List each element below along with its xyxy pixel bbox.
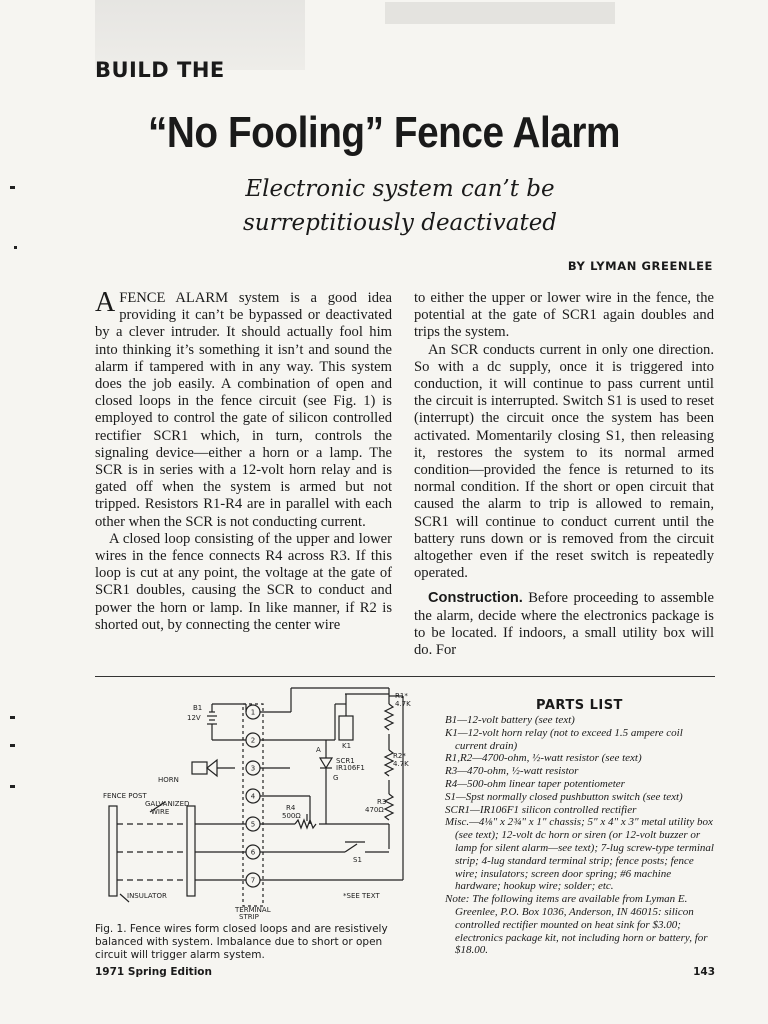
terminal-5: 5 xyxy=(250,820,256,829)
parts-list-item: S1—Spst normally closed pushbutton switch (see text) xyxy=(445,790,683,803)
page-number: 143 xyxy=(693,966,715,978)
schematic-label-b1: B1 xyxy=(193,704,203,712)
parts-list-item: B1—12-volt battery (see text) xyxy=(445,714,575,726)
parts-list-item: Note: The following items are available from Lyman E. Greenlee, P.O. Box 1036, Anderson, IN 46015: silicon controlled rectifier mounted on heat sink for $3.00; electronics package kit, not including horn or battery, for $18.00. xyxy=(445,893,708,957)
section-divider xyxy=(95,676,715,677)
article-kicker: BUILD THE xyxy=(95,58,225,82)
body-column-right xyxy=(414,290,714,659)
schematic-label-s1: S1 xyxy=(353,856,362,864)
parts-list-heading: PARTS LIST xyxy=(536,698,623,713)
parts-list-item: R4—500-ohm linear taper potentiometer xyxy=(445,777,625,790)
paragraph: to either the upper or lower wire in the fence, the potential at the gate of SCR1 again doubles and trips the system. xyxy=(414,290,714,341)
schematic-see-text: *SEE TEXT xyxy=(343,892,380,900)
schematic-label-r3: R3 xyxy=(377,798,387,806)
schematic-label-terminal: TERMINAL xyxy=(235,906,271,914)
drop-cap: A xyxy=(95,287,116,318)
schematic-label-r1: R1* xyxy=(395,692,408,700)
paragraph xyxy=(95,287,392,531)
margin-mark xyxy=(10,744,15,747)
terminal-2: 2 xyxy=(250,736,256,745)
margin-mark xyxy=(14,246,17,249)
paragraph: An SCR conducts current in only one direction. So with a dc supply, once it is triggered into conduction, it will continue to pass current until the circuit is interrupted. Switch S1 is used to reset (interrupt) the circuit once the system has been activated. Momentarily closing S1, then releasing it, restores the system to its normal armed condition—provided the fence is returned to its normal condition. If the short or open circuit that caused the alarm to trip is allowed to remain, SCR1 will continue to conduct current until the battery runs down or is removed from the circuit altogether even if the reset switch is repeatedly operated. xyxy=(414,341,714,582)
parts-list-item: Misc.—4⅛" x 2¾" x 1" chassis; 5" x 4" x 3" metal utility box (see text); 12-volt dc horn or siren (or 12-volt buzzer or lamp for silent alarm—see text); 7-lug screw-type terminal strip; 4-lug standard terminal strip; fence posts; fence wire; insulators; screen door spring; #6 machine hardware; hookup wire; solder; etc. xyxy=(445,816,714,893)
paragraph-text: FENCE ALARM system is a good idea providing it can’t be bypassed or deactivated by a clever intruder. It should actually fool him into thinking it’s something it isn’t and sound the alarm if tampered with in any way. This system does the job easily. A combination of open and closed loops in the fence circuit (see Fig. 1) is employed to control the gate of silicon controlled rectifier SCR1 which, in turn, controls the signaling device—either a horn or a lamp. The SCR is in series with a 12-volt horn relay and is gated off when the system is armed but not tripped. Resistors R1-R4 are in parallel with each other when the SCR is not conducting current. xyxy=(95,290,392,530)
terminal-3: 3 xyxy=(250,764,256,773)
schematic-label-horn: HORN xyxy=(158,776,179,784)
circuit-schematic xyxy=(95,684,435,920)
schematic-label-k1: K1 xyxy=(342,742,352,750)
figure-caption: Fig. 1. Fence wires form closed loops and are resistively balanced with system. Imbalance due to short or open circuit will trigger alarm system. xyxy=(95,923,388,961)
byline: BY LYMAN GREENLEE xyxy=(567,259,713,273)
schematic-label-fence-post: FENCE POST xyxy=(103,792,147,800)
schematic-label-strip: STRIP xyxy=(239,913,259,920)
parts-list-item: R3—470-ohm, ½-watt resistor xyxy=(445,765,579,778)
margin-mark xyxy=(10,785,15,788)
footer-edition: 1971 Spring Edition xyxy=(95,966,212,978)
body-column-left xyxy=(95,287,392,634)
terminal-7: 7 xyxy=(250,876,256,885)
schematic-label-b1-volts: 12V xyxy=(187,714,201,722)
terminal-1: 1 xyxy=(250,708,256,717)
paragraph-text: Before proceeding to assemble the alarm, decide where the electronics package is to be located. If indoors, a small utility box will do. For xyxy=(414,590,714,659)
article-subtitle-line-1: Electronic system can’t be xyxy=(245,176,555,202)
parts-list-item: SCR1—IR106F1 silicon controlled rectifier xyxy=(445,803,637,816)
schematic-label-r1-value: 4.7K xyxy=(395,700,411,708)
schematic-label-wire: WIRE xyxy=(151,808,170,816)
schematic-label-scr1: SCR1 xyxy=(336,757,355,765)
schematic-label-anode: A xyxy=(316,746,321,754)
schematic-label-insulator: INSULATOR xyxy=(127,892,167,900)
terminal-6: 6 xyxy=(250,848,256,857)
article-subtitle-line-2: surreptitiously deactivated xyxy=(242,210,558,236)
schematic-label-scr1-part: IR106F1 xyxy=(336,764,365,772)
scan-smudge xyxy=(385,2,615,24)
margin-mark xyxy=(10,716,15,719)
schematic-label-r3-value: 470Ω xyxy=(365,806,384,814)
schematic-label-r2: R2* xyxy=(393,752,406,760)
terminal-4: 4 xyxy=(250,792,256,801)
schematic-label-galvanized: GALVANIZED xyxy=(145,800,190,808)
paragraph xyxy=(414,590,714,659)
schematic-label-gate: G xyxy=(333,774,339,782)
parts-list xyxy=(445,714,717,957)
schematic-label-r4: R4 xyxy=(286,804,296,812)
paragraph: A closed loop consisting of the upper and lower wires in the fence connects R4 across R3. If this loop is cut at any point, the voltage at the gate of SCR1 doubles, causing the SCR to conduct and power the horn or lamp. In like manner, if R2 is shorted out, by connecting the center wire xyxy=(95,530,392,633)
article-title: “No Fooling” Fence Alarm xyxy=(147,108,621,157)
parts-list-item: R1,R2—4700-ohm, ½-watt resistor (see text) xyxy=(445,752,642,765)
section-runin-heading: Construction. xyxy=(428,590,523,607)
schematic-label-r4-value: 500Ω xyxy=(282,812,301,820)
schematic-label-r2-value: 4.7K xyxy=(393,760,409,768)
parts-list-item: K1—12-volt horn relay (not to exceed 1.5 ampere coil current drain) xyxy=(445,726,683,752)
